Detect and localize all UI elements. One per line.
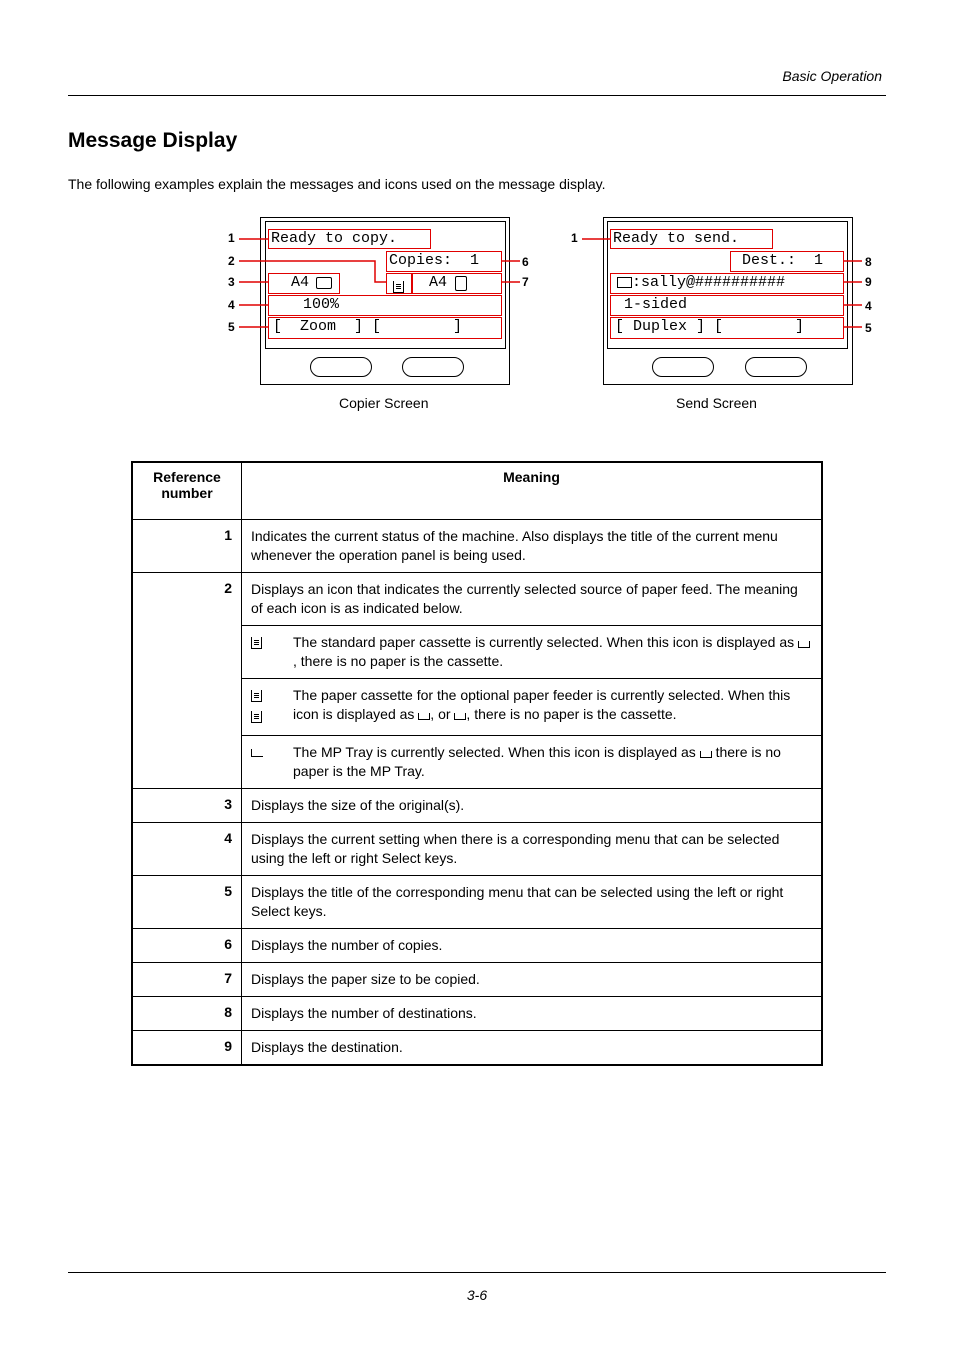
send-callout-8: 8 xyxy=(865,255,872,269)
page-title: Message Display xyxy=(68,129,238,152)
callout-6: 6 xyxy=(522,255,529,269)
table-row xyxy=(132,1031,822,1066)
meaning-text: Displays the paper size to be copied. xyxy=(242,963,823,997)
reference-table xyxy=(131,461,823,1066)
table-row xyxy=(132,789,822,823)
paper-size: A4 xyxy=(429,274,448,291)
page-number: 3-6 xyxy=(466,1287,488,1303)
table-header-row xyxy=(132,462,822,520)
footer-rule xyxy=(68,1272,886,1273)
menu-titles: [ Zoom ] [ ] xyxy=(273,318,463,335)
cassette-3-icon xyxy=(251,711,262,723)
duplex-setting: 1-sided xyxy=(624,296,688,313)
running-header: Basic Operation xyxy=(782,68,882,84)
send-status-message: Ready to send. xyxy=(613,230,740,247)
empty-cassette-icon xyxy=(798,641,810,648)
callout-4: 4 xyxy=(228,298,235,312)
empty-mp-tray-icon xyxy=(700,751,712,758)
cassette-2-icon xyxy=(251,690,262,702)
ref-number: 3 xyxy=(132,789,242,823)
table-row xyxy=(132,876,822,929)
zoom-value: 100% xyxy=(303,296,340,313)
mp-tray-icon xyxy=(251,749,263,757)
send-left-select-key[interactable] xyxy=(652,357,714,377)
icon-row-cassette xyxy=(242,625,821,678)
ref-number: 5 xyxy=(132,876,242,929)
ref-number: 7 xyxy=(132,963,242,997)
table-row xyxy=(132,929,822,963)
callout-2: 2 xyxy=(228,254,235,268)
cassette-icon xyxy=(251,637,262,649)
destination-count: Dest.: 1 xyxy=(742,252,824,269)
send-callout-4: 4 xyxy=(865,299,872,313)
table-row xyxy=(132,823,822,876)
icon-desc: The MP Tray is currently selected. When this icon is displayed as there is no paper is the MP Tray. xyxy=(293,744,781,779)
destination-address: :sally@########## xyxy=(632,274,786,291)
icon-row-optional-cassette xyxy=(242,678,821,735)
meaning-cell xyxy=(242,573,823,789)
copier-callout-lines xyxy=(225,225,535,340)
meaning-text: Displays an icon that indicates the currently selected source of paper feed. The meaning of each icon is as indicated below. xyxy=(251,581,798,616)
col-header-ref: Reference number xyxy=(132,462,242,520)
col-header-meaning: Meaning xyxy=(242,462,823,520)
send-right-select-key[interactable] xyxy=(745,357,807,377)
icon-desc: The paper cassette for the optional paper feeder is currently selected. When this icon is displayed as , or , there is no paper is the cassette. xyxy=(293,687,791,722)
ref-number: 9 xyxy=(132,1031,242,1066)
meaning-text: Indicates the current status of the machine. Also displays the title of the current menu whenever the operation panel is being used. xyxy=(242,520,823,573)
table-row xyxy=(132,963,822,997)
table-row xyxy=(132,520,822,573)
header-rule xyxy=(68,95,886,96)
status-message: Ready to copy. xyxy=(271,230,398,247)
ref-number: 4 xyxy=(132,823,242,876)
empty-cassette-2-icon xyxy=(418,713,430,720)
ref-number: 2 xyxy=(132,573,242,789)
meaning-text: Displays the destination. xyxy=(242,1031,823,1066)
copier-caption: Copier Screen xyxy=(339,395,429,411)
send-callout-lines xyxy=(568,225,878,340)
empty-cassette-3-icon xyxy=(454,713,466,720)
meaning-text: Displays the number of copies. xyxy=(242,929,823,963)
icon-row-mp-tray xyxy=(242,735,821,788)
meaning-text: Displays the size of the original(s). xyxy=(242,789,823,823)
original-size: A4 xyxy=(291,274,310,291)
meaning-text: Displays the number of destinations. xyxy=(242,997,823,1031)
ref-number: 6 xyxy=(132,929,242,963)
send-caption: Send Screen xyxy=(676,395,757,411)
callout-5: 5 xyxy=(228,320,235,334)
send-callout-1: 1 xyxy=(571,231,578,245)
copies-count: Copies: 1 xyxy=(389,252,480,269)
callout-1: 1 xyxy=(228,231,235,245)
ref-number: 8 xyxy=(132,997,242,1031)
meaning-text: Displays the current setting when there is a corresponding menu that can be selected using the left or right Select keys. xyxy=(242,823,823,876)
send-callout-9: 9 xyxy=(865,275,872,289)
left-select-key[interactable] xyxy=(310,357,372,377)
callout-3: 3 xyxy=(228,275,235,289)
icon-desc: The standard paper cassette is currently selected. When this icon is displayed as , there is no paper is the cassette. xyxy=(293,633,812,671)
meaning-text: Displays the title of the corresponding menu that can be selected using the left or right Select keys. xyxy=(242,876,823,929)
callout-7: 7 xyxy=(522,275,529,289)
table-row xyxy=(132,573,822,789)
right-select-key[interactable] xyxy=(402,357,464,377)
send-callout-5: 5 xyxy=(865,321,872,335)
ref-number: 1 xyxy=(132,520,242,573)
table-row xyxy=(132,997,822,1031)
intro-text: The following examples explain the messages and icons used on the message display. xyxy=(68,176,606,192)
send-menu-titles: [ Duplex ] [ ] xyxy=(615,318,805,335)
